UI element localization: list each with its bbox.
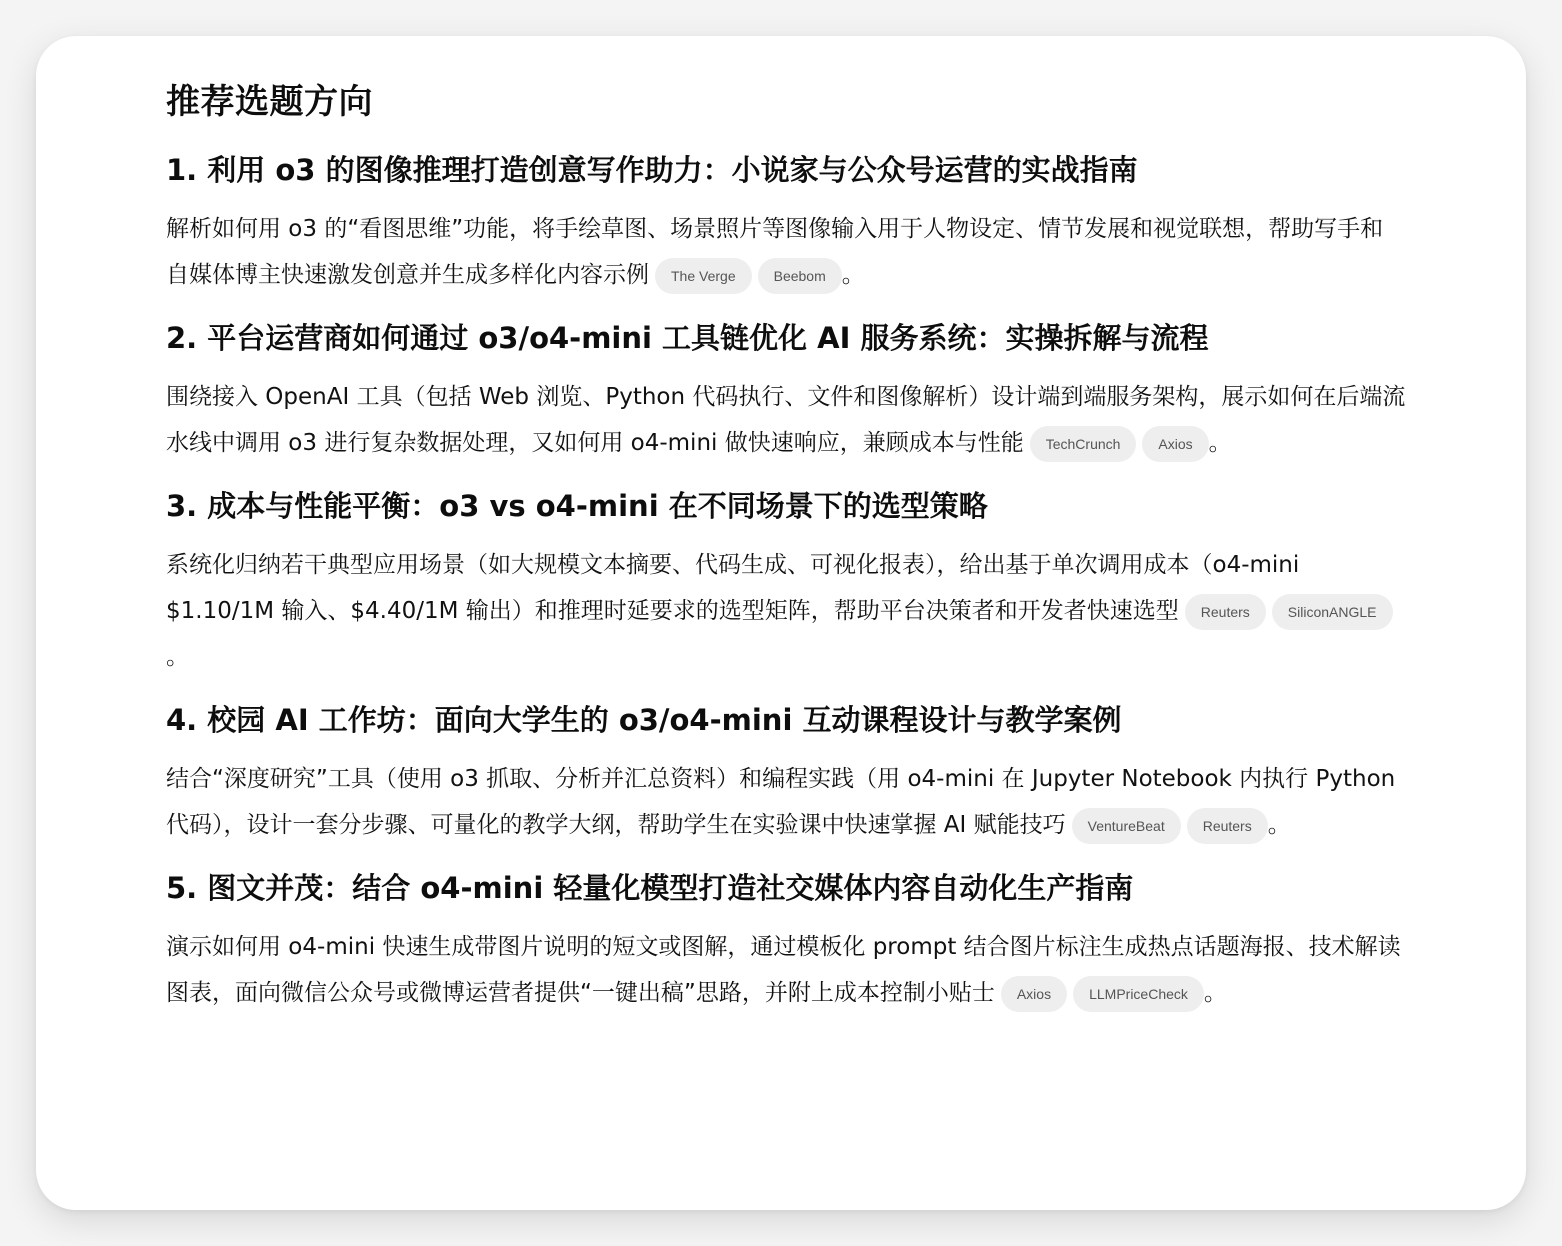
source-chip[interactable]: Beebom	[758, 258, 842, 294]
sentence-end: 。	[1267, 812, 1291, 838]
source-chip[interactable]: Reuters	[1187, 808, 1268, 844]
source-chip[interactable]: LLMPriceCheck	[1073, 976, 1204, 1012]
section-body-1	[166, 206, 1406, 298]
section-body-5	[166, 924, 1406, 1016]
response-card	[36, 36, 1526, 1210]
section-body-4	[166, 756, 1406, 848]
page-heading: 推荐选题方向	[166, 82, 373, 122]
section-title-5: 5. 图文并茂：结合 o4-mini 轻量化模型打造社交媒体内容自动化生产指南	[166, 871, 1134, 905]
source-chip[interactable]: TechCrunch	[1030, 426, 1137, 462]
section-title-4: 4. 校园 AI 工作坊：面向大学生的 o3/o4-mini 互动课程设计与教学案例	[166, 703, 1122, 737]
sentence-end: 。	[166, 644, 189, 670]
source-chip[interactable]: Axios	[1142, 426, 1208, 462]
source-chip[interactable]: Axios	[1001, 976, 1067, 1012]
section-body-2	[166, 374, 1406, 466]
section-title-2: 2. 平台运营商如何通过 o3/o4-mini 工具链优化 AI 服务系统：实操拆解与流程	[166, 321, 1209, 355]
section-text-4: 结合“深度研究”工具（使用 o3 抓取、分析并汇总资料）和编程实践（用 o4-mini 在 Jupyter Notebook 内执行 Python 代码），设计一套分步骤、可量化的教学大纲，帮助学生在实验课中快速掌握 AI 赋能技巧	[166, 766, 1396, 838]
section-title-1: 1. 利用 o3 的图像推理打造创意写作助力：小说家与公众号运营的实战指南	[166, 153, 1138, 187]
section-text-5: 演示如何用 o4-mini 快速生成带图片说明的短文或图解，通过模板化 prompt 结合图片标注生成热点话题海报、技术解读图表，面向微信公众号或微博运营者提供“一键出稿”思路，并附上成本控制小贴士	[166, 934, 1401, 1006]
section-text-1: 解析如何用 o3 的“看图思维”功能，将手绘草图、场景照片等图像输入用于人物设定、情节发展和视觉联想，帮助写手和自媒体博主快速激发创意并生成多样化内容示例	[166, 216, 1384, 288]
sentence-end: 。	[841, 262, 865, 288]
section-body-3	[166, 542, 1406, 680]
source-chip[interactable]: The Verge	[655, 258, 752, 294]
source-chip[interactable]: VentureBeat	[1072, 808, 1181, 844]
section-text-2: 围绕接入 OpenAI 工具（包括 Web 浏览、Python 代码执行、文件和图像解析）设计端到端服务架构，展示如何在后端流水线中调用 o3 进行复杂数据处理，又如何用 o4-mini 做快速响应，兼顾成本与性能	[166, 384, 1406, 456]
section-text-3: 系统化归纳若干典型应用场景（如大规模文本摘要、代码生成、可视化报表），给出基于单次调用成本（o4-mini $1.10/1M 输入、$4.40/1M 输出）和推理时延要求的选型矩阵，帮助平台决策者和开发者快速选型	[166, 552, 1300, 624]
response-content	[166, 76, 1406, 1016]
section-title-3: 3. 成本与性能平衡：o3 vs o4-mini 在不同场景下的选型策略	[166, 489, 988, 523]
source-chip[interactable]: Reuters	[1185, 594, 1266, 630]
sentence-end: 。	[1208, 430, 1232, 456]
source-chip[interactable]: SiliconANGLE	[1272, 594, 1393, 630]
sentence-end: 。	[1203, 980, 1227, 1006]
